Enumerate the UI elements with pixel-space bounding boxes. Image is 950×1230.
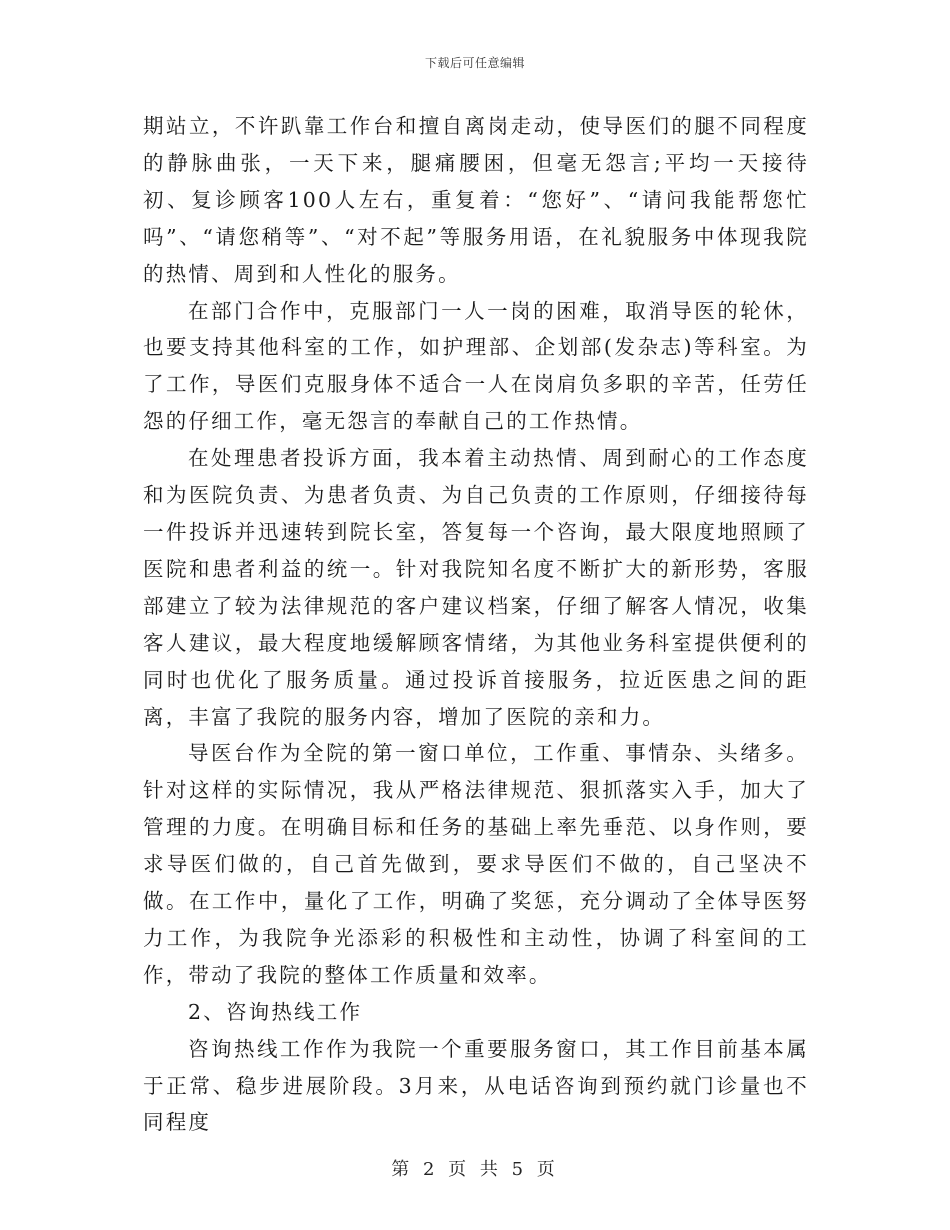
paragraph-complaint-handling: 在处理患者投诉方面，我本着主动热情、周到耐心的工作态度和为医院负责、为患者负责、为自己负责的工作原则，仔细接待每一件投诉并迅速转到院长室，答复每一个咨询，最大限度地照顾了医院和患者利益的统一。针对我院知名度不断扩大的新形势，客服部建立了较为法律规范的客户建议档案，仔细了解客人情况，收集客人建议，最大程度地缓解顾客情绪，为其他业务科室提供便利的同时也优化了服务质量。通过投诉首接服务，拉近医患之间的距离，丰富了我院的服务内容，增加了医院的亲和力。 (143, 446, 809, 729)
page-number: 第 2 页 共 5 页 (391, 1159, 559, 1180)
paragraph-continuation: 期站立，不许趴靠工作台和擅自离岗走动，使导医们的腿不同程度的静脉曲张，一天下来，腿痛腰困，但毫无怨言;平均一天接待初、复诊顾客100人左右，重复着：“您好”、“请问我能帮您忙吗”、“请您稍等”、“对不起”等服务用语，在礼貌服务中体现我院的热情、周到和人性化的服务。 (143, 114, 809, 286)
document-body (143, 108, 809, 1141)
paragraph-guide-desk: 导医台作为全院的第一窗口单位，工作重、事情杂、头绪多。针对这样的实际情况，我从严格法律规范、狠抓落实入手，加大了管理的力度。在明确目标和任务的基础上率先垂范、以身作则，要求导医们做的，自己首先做到，要求导医们不做的，自己坚决不做。在工作中，量化了工作，明确了奖惩，充分调动了全体导医努力工作，为我院争光添彩的积极性和主动性，协调了科室间的工作，带动了我院的整体工作质量和效率。 (143, 741, 809, 987)
paragraph-department-cooperation: 在部门合作中，克服部门一人一岗的困难，取消导医的轮休，也要支持其他科室的工作，如护理部、企划部(发杂志)等科室。为了工作，导医们克服身体不适合一人在岗肩负多职的辛苦，任劳任怨的仔细工作，毫无怨言的奉献自己的工作热情。 (143, 298, 809, 434)
paragraph-hotline-work: 咨询热线工作作为我院一个重要服务窗口，其工作目前基本属于正常、稳步进展阶段。3月来，从电话咨询到预约就门诊量也不同程度 (143, 1036, 809, 1135)
page-header-note: 下载后可任意编辑 (424, 56, 525, 70)
section-heading-hotline: 2、咨询热线工作 (188, 999, 363, 1024)
